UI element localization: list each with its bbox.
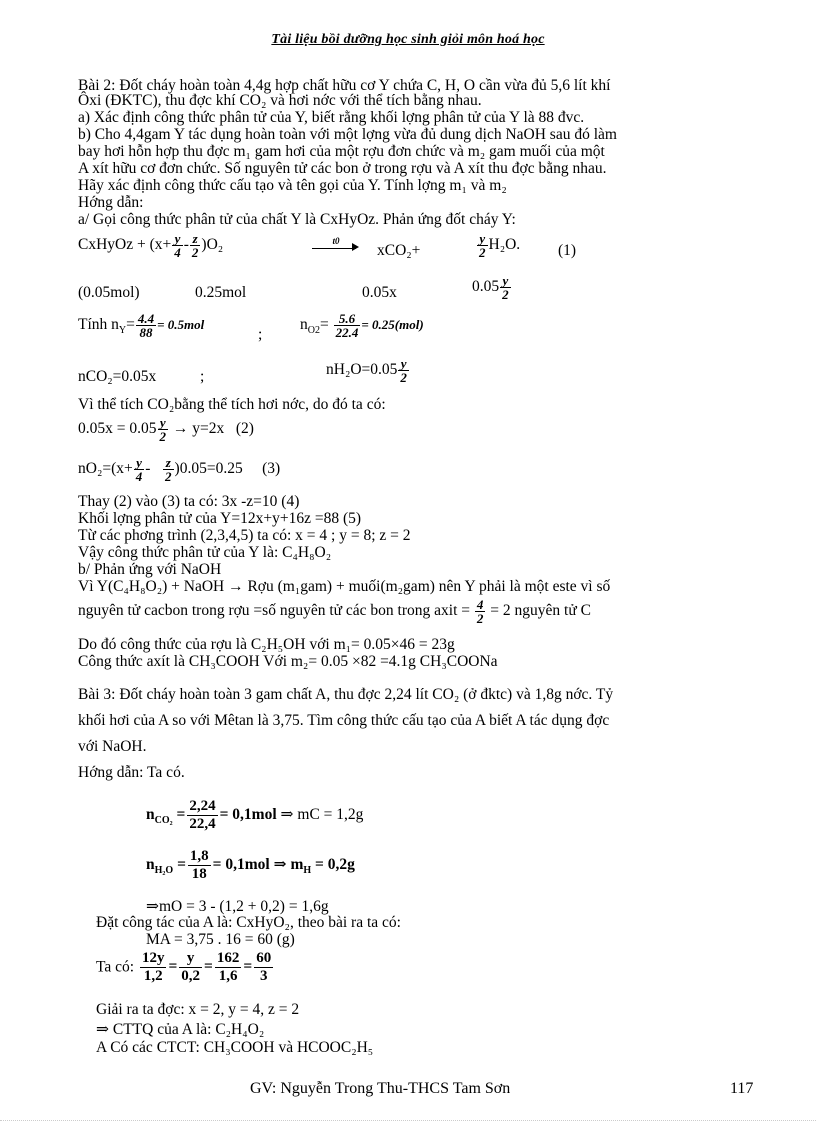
bai3-line-4: Hớng dẫn: Ta có. — [78, 764, 185, 781]
bai2-line-7: Hãy xác định công thức cấu tạo và tên gọi của Y. Tính lợng m₁ và m₂ — [78, 177, 507, 194]
bai2-text-t5: b/ Phản ứng với NaOH — [78, 561, 222, 578]
equation-3: nO₂=(x+ $\frac{y}{4}$ - $\frac{z}{2}$ )0.05=0.25 (3) — [78, 455, 281, 484]
bai3-g2: ⇒ CTTQ của A là: C₂H₄O₂ — [96, 1021, 265, 1038]
eq1-water — [476, 232, 520, 259]
fraction-y-2: $\frac{y}{2}$ — [400, 356, 407, 385]
volume-statement: Vì thể tích CO₂bằng thể tích hơi nớc, do đó ta có: — [78, 396, 386, 413]
fraction-z-2: $\frac{z}{2}$ — [191, 231, 199, 260]
calc-nco2: nCO₂=0.05x — [78, 368, 157, 385]
bai2-line-1: Bài 2: Đốt cháy hoàn toàn 4,4g hợp chất hữu cơ Y chứa C, H, O cần vừa đủ 5,6 lít khí — [78, 77, 611, 94]
bai2-line-3: a) Xác định công thức phân tử của Y, biết rằng khối lợng phân tử của Y là 88 đvc. — [78, 109, 585, 126]
bai2-text-t2: Khối lợng phân tử của Y=12x+y+16z =88 (5) — [78, 510, 362, 527]
bai2-text-t9: Công thức axít là CH₃COOH Với m₂= 0.05 ×82 =4.1g CH₃COONa — [78, 653, 498, 670]
reaction-arrow-head — [352, 243, 359, 251]
fraction-y-2: $\frac{y}{2}$ — [502, 273, 509, 302]
fraction-nco2: $\frac{2,24}{22,4}$ — [189, 798, 216, 832]
bai2-line-6: A xít hữu cơ đơn chức. Số nguyên tử các bon ở trong rợu và A xít thu đợc bằng nhau. — [78, 160, 607, 177]
bai3-d2: MA = 3,75 . 16 = 60 (g) — [146, 931, 295, 948]
fraction-y-2: $\frac{y}{2}$ — [159, 415, 166, 444]
equation-2: 0.05x = 0.05 $\frac{y}{2}$ → y=2x (2) — [78, 415, 254, 444]
semicolon-2: ; — [200, 368, 205, 385]
ratio-equation: Ta có: $\frac{12y}{1,2}$ = $\frac{y}{0,2}$ = $\frac{162}{1,6}$ = $\frac{60}{3}$ — [96, 950, 272, 984]
fraction-y-4: $\frac{y}{4}$ — [174, 231, 181, 260]
bai2-line-5: bay hơi hỗn hợp thu đợc m₁ gam hơi của một rợu đơn chức và m₂ gam muối của một — [78, 143, 605, 160]
bai2-text-t8: Do đó công thức của rợu là C₂H₅OH với m₁= 0.05×46 = 23g — [78, 636, 455, 653]
bai2-text-t7: nguyên tử cacbon trong rợu =số nguyên tử các bon trong axit = $\frac{4}{2}$ = 2 nguyên tử C — [78, 597, 591, 626]
mol-b: 0.25mol — [195, 284, 247, 301]
page-number: 117 — [730, 1080, 754, 1097]
fraction-162: $\frac{162}{1,6}$ — [216, 950, 240, 984]
fraction-no2: $\frac{5.6}{22.4}$ — [335, 311, 359, 340]
calc-nh2o-bai3: $n_{H_2O}$ = $\frac{1,8}{18}$ = 0,1mol ⇒ $m_H = 0,2g$ — [146, 848, 355, 882]
semicolon: ; — [258, 326, 263, 343]
bai2-line-2: Ôxi (ĐKTC), thu đợc khí CO₂ và hơi nớc với thể tích bằng nhau. — [78, 92, 482, 109]
bai3-line-3: với NaOH. — [78, 738, 147, 755]
eq1-part-a: CxHyOz + (x+ — [78, 236, 172, 254]
mol-c: 0.05x — [362, 284, 397, 301]
bai2-text-t3: Từ các phơng trình (2,3,4,5) ta có: x = 4 ; y = 8; z = 2 — [78, 527, 411, 544]
fraction-nh2o: $\frac{1,8}{18}$ — [189, 848, 209, 882]
page-header: Tài liệu bồi dưỡng học sinh giỏi môn hoá học — [271, 32, 545, 47]
fraction-y-4: $\frac{y}{4}$ — [135, 455, 143, 484]
bai3-line-2: khối hơi của A so với Mêtan là 3,75. Tìm công thức cấu tạo của A biết A tác dụng đợc — [78, 712, 610, 729]
equation-combustion — [78, 232, 223, 259]
fraction-4-2: $\frac{4}{2}$ — [476, 597, 484, 626]
eq1-number: (1) — [558, 242, 577, 259]
bai2-text-t6: Vì Y(C₄H₈O₂) + NaOH → Rợu (m₁gam) + muối(m₂gam) nên Y phải là một este vì số — [78, 578, 611, 595]
reaction-arrow — [312, 248, 356, 249]
eq1-part-c: xCO₂+ — [377, 242, 421, 259]
page-footer: GV: Nguyễn Trong Thu-THCS Tam Sơn — [250, 1080, 511, 1097]
minus-sign: - — [183, 236, 189, 254]
calc-ny: Tính $n_Y=$ $\frac{4.4}{88}$ = 0.5mol — [78, 311, 205, 340]
eq1-part-b: )O₂ — [201, 236, 224, 254]
bai2-text-t1: Thay (2) vào (3) ta có: 3x -z=10 (4) — [78, 493, 300, 510]
bai2-line-9: a/ Gọi công thức phân tử của chất Y là CxHyOz. Phản ứng đốt cháy Y: — [78, 211, 516, 228]
eq1-part-d: H₂O. — [488, 236, 521, 254]
mol-d: 0.05 $\frac{y}{2}$ — [472, 273, 509, 302]
fraction-z-2: $\frac{z}{2}$ — [165, 455, 172, 484]
bai2-line-8: Hớng dẫn: — [78, 194, 144, 211]
reaction-arrow-label: t0 — [332, 236, 340, 246]
page-bottom-divider — [0, 1120, 816, 1121]
calc-nh2o: nH₂O=0.05 $\frac{y}{2}$ — [326, 356, 407, 385]
bai3-line-1: Bài 3: Đốt cháy hoàn toàn 3 gam chất A, thu đợc 2,24 lít CO₂ (ở đktc) và 1,8g nớc. Tỷ — [78, 686, 614, 703]
bai2-line-4: b) Cho 4,4gam Y tác dụng hoàn toàn với một lợng vừa đủ dung dịch NaOH sau đó làm — [78, 126, 617, 143]
fraction-60: $\frac{60}{3}$ — [256, 950, 272, 984]
calc-nco2-bai3: $n_{CO_2}$ = $\frac{2,24}{22,4}$ = 0,1mol ⇒ mC = 1,2g — [146, 798, 364, 832]
mol-a: (0.05mol) — [78, 284, 140, 301]
calc-no2: $n_{O2}=$ $\frac{5.6}{22.4}$ = 0.25(mol) — [300, 311, 424, 340]
fraction-y-2: $\frac{y}{2}$ — [479, 231, 486, 260]
bai3-d1: Đặt công tác của A là: CxHyO₂, theo bài ra ta có: — [96, 914, 401, 931]
bai3-g1: Giải ra ta đợc: x = 2, y = 4, z = 2 — [96, 1001, 300, 1018]
calc-mo: ⇒mO = 3 - (1,2 + 0,2) = 1,6g — [146, 898, 329, 915]
bai2-text-t4: Vậy công thức phân tử của Y là: C₄H₈O₂ — [78, 544, 332, 561]
fraction-y: $\frac{y}{0,2}$ — [181, 950, 201, 984]
fraction-12y: $\frac{12y}{1,2}$ — [141, 950, 165, 984]
fraction-ny: $\frac{4.4}{88}$ — [137, 311, 155, 340]
bai3-g3: A Có các CTCT: CH₃COOH và HCOOC₂H₅ — [96, 1039, 374, 1056]
